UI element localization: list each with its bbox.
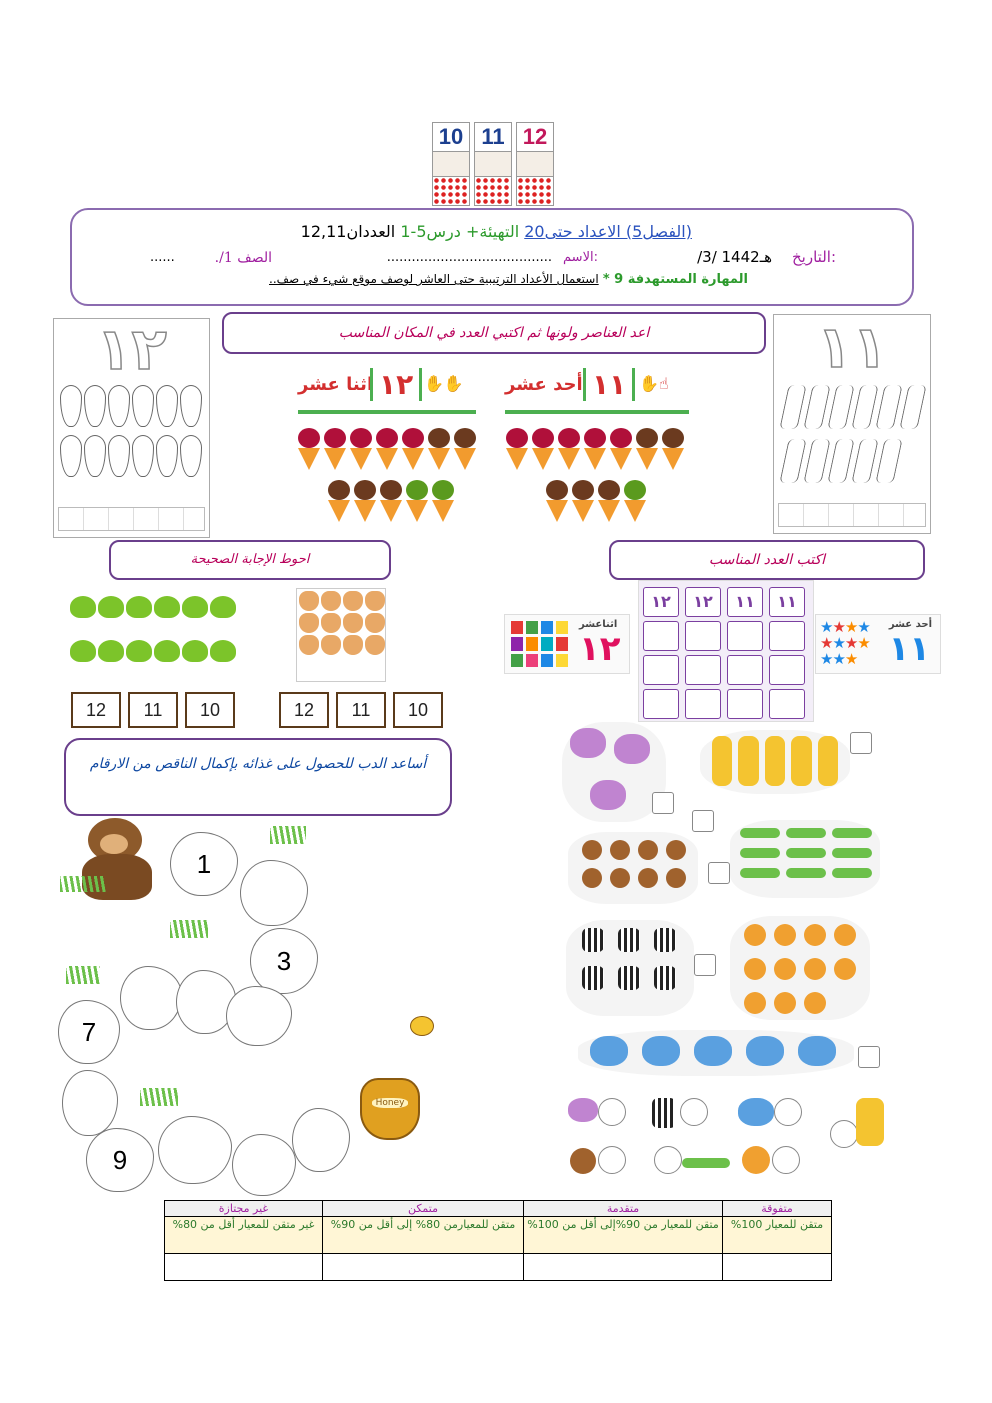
hippo-icon: [570, 728, 606, 758]
lion-icon: [774, 924, 796, 946]
number-grid: [638, 580, 814, 722]
number-cards: [432, 122, 552, 206]
stars-icon: ★★★★ ★★★★ ★★★: [820, 618, 870, 668]
grid-cell[interactable]: [685, 621, 721, 651]
header-eleven-word: أحد عشر: [505, 374, 583, 395]
answer-box-hippos[interactable]: [652, 792, 674, 814]
rabbit-icon: [299, 591, 319, 611]
rubric-header-row: [165, 1201, 832, 1217]
lion-icon: [834, 958, 856, 980]
frog-icon: [210, 640, 236, 662]
icecream-icon: [558, 428, 580, 470]
name-label: الاسم:: [563, 250, 598, 265]
elephant-icon: [746, 1036, 784, 1066]
legend-crocodile-icon: [682, 1158, 730, 1168]
lion-icon: [744, 958, 766, 980]
crocodile-icon: [786, 828, 826, 838]
rabbit-icon: [365, 613, 385, 633]
path-stone-12[interactable]: [292, 1108, 350, 1172]
path-stone-11[interactable]: [232, 1134, 296, 1196]
path-number-7: 7: [81, 1017, 97, 1047]
crocodile-icon: [832, 828, 872, 838]
card-12: [516, 122, 554, 206]
frogs-group: [70, 596, 240, 682]
brush-icon: [851, 439, 878, 483]
path-stone-8[interactable]: [62, 1070, 118, 1136]
rabbits-option-10[interactable]: 10: [393, 692, 443, 728]
grid-header-12: ١٢: [685, 587, 721, 617]
zebra-icon: [654, 928, 676, 952]
lions-group: [730, 916, 870, 1020]
carrot-icon: [132, 385, 154, 427]
frog-icon: [154, 596, 180, 618]
hippo-icon: [590, 780, 626, 810]
giraffe-icon: [765, 736, 785, 786]
rubric-header-advanced: متقدمة: [524, 1201, 723, 1217]
legend-giraffe-circle[interactable]: [830, 1120, 858, 1148]
rubric-desc-distinguished: متقن للمعيار 100%: [723, 1217, 832, 1254]
instruction-circle-answer-text: احوط الإجابة الصحيحة: [190, 552, 310, 567]
numbers-title: العددان12,11: [300, 222, 396, 241]
rubric-desc-advanced: متقن للمعيار من 90%إلى أقل من 100%: [524, 1217, 723, 1254]
monkey-icon: [610, 840, 630, 860]
path-stone-3: [250, 928, 318, 994]
icecream-icon: [324, 428, 346, 470]
legend-lion-icon: [742, 1146, 770, 1174]
header-eleven-num: ١١: [583, 368, 635, 401]
rabbits-option-11[interactable]: 11: [336, 692, 386, 728]
cubes-card-num: ١٢: [579, 629, 621, 669]
grid-cell[interactable]: [727, 621, 763, 651]
grid-cell[interactable]: [727, 655, 763, 685]
carrot-icon: [108, 385, 130, 427]
frogs-option-11[interactable]: 11: [128, 692, 178, 728]
header-twelve: [298, 368, 476, 414]
rabbit-icon: [299, 635, 319, 655]
brush-icon: [827, 385, 854, 429]
grid-cell[interactable]: [769, 621, 805, 651]
skill-label: المهارة المستهدفة 9 *: [602, 272, 748, 287]
icecream-icon: [376, 428, 398, 470]
header-box: [70, 208, 914, 306]
monkey-icon: [582, 840, 602, 860]
frogs-option-10[interactable]: 10: [185, 692, 235, 728]
path-stone-1: [170, 832, 238, 896]
rabbit-icon: [321, 591, 341, 611]
rabbits-option-12[interactable]: 12: [279, 692, 329, 728]
giraffe-icon: [818, 736, 838, 786]
icecreams-twelve: [298, 428, 483, 523]
giraffe-icon: [738, 736, 758, 786]
carrot-icon: [132, 435, 154, 477]
rubric-header-not-passed: غير مجتازة: [165, 1201, 323, 1217]
carrot-icon: [156, 435, 178, 477]
chapter-title: (الفصل5) الاعداد حتى20: [524, 222, 692, 241]
cubes-card: [504, 614, 630, 674]
brush-icon: [803, 439, 830, 483]
zebra-icon: [582, 928, 604, 952]
path-number-3: 3: [276, 946, 292, 976]
carrot-icon: [60, 385, 82, 427]
carrot-icon: [108, 435, 130, 477]
brush-icon: [851, 385, 878, 429]
lion-icon: [774, 958, 796, 980]
instruction-count-color: [222, 312, 766, 354]
frog-icon: [70, 596, 96, 618]
grid-cell[interactable]: [769, 655, 805, 685]
icecream-icon: [350, 428, 372, 470]
legend-crocodile-circle[interactable]: [654, 1146, 682, 1174]
legend-zebra-icon: [652, 1098, 676, 1128]
crocodile-icon: [832, 848, 872, 858]
hands-icon: ✋✋: [424, 374, 464, 393]
legend-hippo-icon: [568, 1098, 598, 1122]
crocodile-icon: [740, 828, 780, 838]
answer-box-elephants[interactable]: [858, 1046, 880, 1068]
frog-icon: [154, 640, 180, 662]
brush-icon: [803, 385, 830, 429]
header-line1: [301, 222, 692, 241]
giraffe-icon: [712, 736, 732, 786]
icecream-icon: [402, 428, 424, 470]
path-stone-9: [86, 1128, 154, 1192]
icecream-icon: [354, 480, 376, 522]
icecream-icon: [584, 428, 606, 470]
monkey-icon: [638, 840, 658, 860]
elephants-group: [578, 1030, 854, 1076]
icecream-icon: [380, 480, 402, 522]
frog-icon: [182, 640, 208, 662]
name-field[interactable]: ........................................: [386, 250, 552, 265]
rabbit-icon: [321, 635, 341, 655]
path-number-9: 9: [112, 1145, 128, 1175]
monkey-icon: [638, 868, 658, 888]
brush-icon: [875, 385, 902, 429]
frog-icon: [98, 640, 124, 662]
header-eleven: [505, 368, 689, 414]
answer-box-crocodiles[interactable]: [708, 862, 730, 884]
lion-icon: [834, 924, 856, 946]
crocodiles-group: [730, 820, 880, 898]
monkey-icon: [610, 868, 630, 888]
frog-icon: [126, 596, 152, 618]
rabbit-icon: [365, 635, 385, 655]
legend-lion-circle[interactable]: [772, 1146, 800, 1174]
carrot-icon: [180, 385, 202, 427]
rubric-header-proficient: متمكن: [323, 1201, 524, 1217]
stars-card-label: أحد عشر: [888, 619, 932, 630]
date-label: التاريخ:: [792, 248, 836, 266]
brushes-grid: [784, 385, 920, 483]
grid-cell[interactable]: [769, 689, 805, 719]
legend-monkey-icon: [570, 1148, 596, 1174]
path-stone-6[interactable]: [226, 986, 292, 1046]
answer-box-monkeys[interactable]: [692, 810, 714, 832]
path-stone-10[interactable]: [158, 1116, 232, 1184]
icecreams-eleven: [506, 428, 691, 523]
instruction-write-number: [609, 540, 925, 580]
frog-icon: [126, 640, 152, 662]
icecream-icon: [636, 428, 658, 470]
beehive-icon: [410, 1016, 434, 1036]
honey-pot: [360, 1078, 420, 1140]
lion-icon: [744, 924, 766, 946]
instruction-bear-text: أساعد الدب للحصول على غذائه بإكمال الناقص من الارقام: [89, 756, 427, 772]
instruction-bear: [64, 738, 452, 816]
header-twelve-num: ١٢: [370, 368, 422, 401]
hippo-icon: [614, 734, 650, 764]
date-value: /3/ 1442هـ: [697, 248, 772, 266]
icecream-icon: [624, 480, 646, 522]
frogs-option-12[interactable]: 12: [71, 692, 121, 728]
zebras-group: [566, 920, 694, 1016]
brush-icon: [827, 439, 854, 483]
rubric-desc-row: [165, 1217, 832, 1254]
grass-icon: [170, 920, 208, 938]
icecream-icon: [298, 428, 320, 470]
worksheet-twelve: [53, 315, 210, 538]
lion-icon: [804, 958, 826, 980]
carrot-icon: [156, 385, 178, 427]
rabbit-icon: [343, 613, 363, 633]
hippos-group: [562, 722, 666, 822]
icecream-icon: [406, 480, 428, 522]
card-11: [474, 122, 512, 206]
class-field[interactable]: ......: [150, 250, 175, 265]
rubric-table: [164, 1200, 832, 1281]
legend-elephant-icon: [738, 1098, 774, 1126]
icecream-icon: [432, 480, 454, 522]
skill-line: [269, 272, 748, 287]
monkey-icon: [666, 840, 686, 860]
crocodile-icon: [786, 868, 826, 878]
carrot-icon: [180, 435, 202, 477]
tracing-row: [778, 503, 926, 527]
skill-text: استعمال الأعداد الترتيبية حتى العاشر لوصف موقع شيء في صف..: [269, 272, 599, 286]
icecream-icon: [610, 428, 632, 470]
icecream-icon: [506, 428, 528, 470]
icecream-icon: [428, 428, 450, 470]
header-twelve-word: اثنا عشر: [298, 374, 374, 395]
icecream-icon: [546, 480, 568, 522]
crocodile-icon: [786, 848, 826, 858]
frog-icon: [98, 596, 124, 618]
rubric-cell[interactable]: [165, 1254, 323, 1281]
grid-cell[interactable]: [643, 689, 679, 719]
path-stone-4[interactable]: [120, 966, 182, 1030]
rabbit-icon: [321, 613, 341, 633]
rubric-cell[interactable]: [524, 1254, 723, 1281]
monkeys-group: [568, 832, 698, 904]
worksheet-eleven: [773, 314, 931, 534]
frog-icon: [182, 596, 208, 618]
rubric-desc-proficient: متقن للمعيارمن 80% إلى أقل من 90%: [323, 1217, 524, 1254]
card-10: [432, 122, 470, 206]
rubric-desc-not-passed: غير متقن للمعيار أقل من 80%: [165, 1217, 323, 1254]
lion-icon: [744, 992, 766, 1014]
icecream-icon: [328, 480, 350, 522]
grid-header-11: ١١: [727, 587, 763, 617]
lesson-title: التهيئة+ درس5-1: [400, 222, 520, 241]
honey-label: Honey: [372, 1098, 408, 1108]
card-12-number: 12: [517, 123, 553, 152]
grid-header-11: ١١: [769, 587, 805, 617]
grass-icon: [60, 876, 106, 892]
crocodile-icon: [740, 848, 780, 858]
legend-zebra-circle[interactable]: [680, 1098, 708, 1126]
elephant-icon: [642, 1036, 680, 1066]
rubric-empty-row: [165, 1254, 832, 1281]
grid-cell[interactable]: [685, 689, 721, 719]
tracing-row: [58, 507, 205, 531]
rabbit-icon: [299, 613, 319, 633]
carrots-grid: [60, 385, 203, 477]
grass-icon: [140, 1088, 178, 1106]
zebra-icon: [654, 966, 676, 990]
answer-box-zebras[interactable]: [694, 954, 716, 976]
big-digit-11: ١١: [816, 313, 888, 381]
rabbit-icon: [365, 591, 385, 611]
hands-icon: ✋☝: [639, 374, 669, 393]
grass-icon: [270, 826, 306, 844]
elephant-icon: [590, 1036, 628, 1066]
grass-icon: [66, 966, 100, 984]
giraffes-group: [700, 730, 850, 794]
instruction-write-number-text: اكتب العدد المناسب: [708, 552, 826, 568]
carrot-icon: [84, 385, 106, 427]
rubric-cell[interactable]: [323, 1254, 524, 1281]
answer-box-giraffes[interactable]: [850, 732, 872, 754]
legend-monkey-circle[interactable]: [598, 1146, 626, 1174]
zebra-icon: [618, 928, 640, 952]
cubes-card-label: اثناعشر: [579, 619, 618, 630]
cubes-icon: [511, 621, 573, 667]
path-number-1: 1: [196, 849, 212, 879]
stars-card: [815, 614, 941, 674]
icecream-icon: [598, 480, 620, 522]
zebra-icon: [582, 966, 604, 990]
instruction-count-color-text: اعد العناصر ولونها ثم اكتبي العدد في المكان المناسب: [338, 325, 650, 341]
icecream-icon: [454, 428, 476, 470]
class-label: الصف 1/.: [214, 250, 272, 266]
lion-icon: [804, 924, 826, 946]
grid-cell[interactable]: [643, 621, 679, 651]
brush-icon: [875, 439, 902, 483]
grid-cell[interactable]: [643, 655, 679, 685]
brush-icon: [779, 385, 806, 429]
big-digit-12: ١٢: [96, 315, 167, 383]
monkey-icon: [666, 868, 686, 888]
monkey-icon: [582, 868, 602, 888]
rubric-header-distinguished: متفوقة: [723, 1201, 832, 1217]
stars-card-num: ١١: [888, 629, 930, 669]
brush-icon: [899, 385, 926, 429]
path-stone-2[interactable]: [240, 860, 308, 926]
legend-hippo-circle[interactable]: [598, 1098, 626, 1126]
grid-header-12: ١٢: [643, 587, 679, 617]
rabbit-icon: [343, 591, 363, 611]
grid-cell[interactable]: [685, 655, 721, 685]
rabbit-icon: [343, 635, 363, 655]
card-10-number: 10: [433, 123, 469, 152]
legend-elephant-circle[interactable]: [774, 1098, 802, 1126]
elephant-icon: [798, 1036, 836, 1066]
crocodile-icon: [740, 868, 780, 878]
carrot-icon: [60, 435, 82, 477]
lion-icon: [774, 992, 796, 1014]
crocodile-icon: [832, 868, 872, 878]
rubric-cell[interactable]: [723, 1254, 832, 1281]
rabbits-group: [296, 588, 386, 682]
brush-icon: [779, 439, 806, 483]
elephant-icon: [694, 1036, 732, 1066]
carrot-icon: [84, 435, 106, 477]
grid-cell[interactable]: [727, 689, 763, 719]
card-11-number: 11: [475, 123, 511, 152]
legend-giraffe-icon: [856, 1098, 884, 1146]
icecream-icon: [662, 428, 684, 470]
giraffe-icon: [791, 736, 811, 786]
icecream-icon: [532, 428, 554, 470]
frog-icon: [70, 640, 96, 662]
instruction-circle-answer: [109, 540, 391, 580]
icecream-icon: [572, 480, 594, 522]
lion-icon: [804, 992, 826, 1014]
path-stone-7: [58, 1000, 120, 1064]
zebra-icon: [618, 966, 640, 990]
frog-icon: [210, 596, 236, 618]
